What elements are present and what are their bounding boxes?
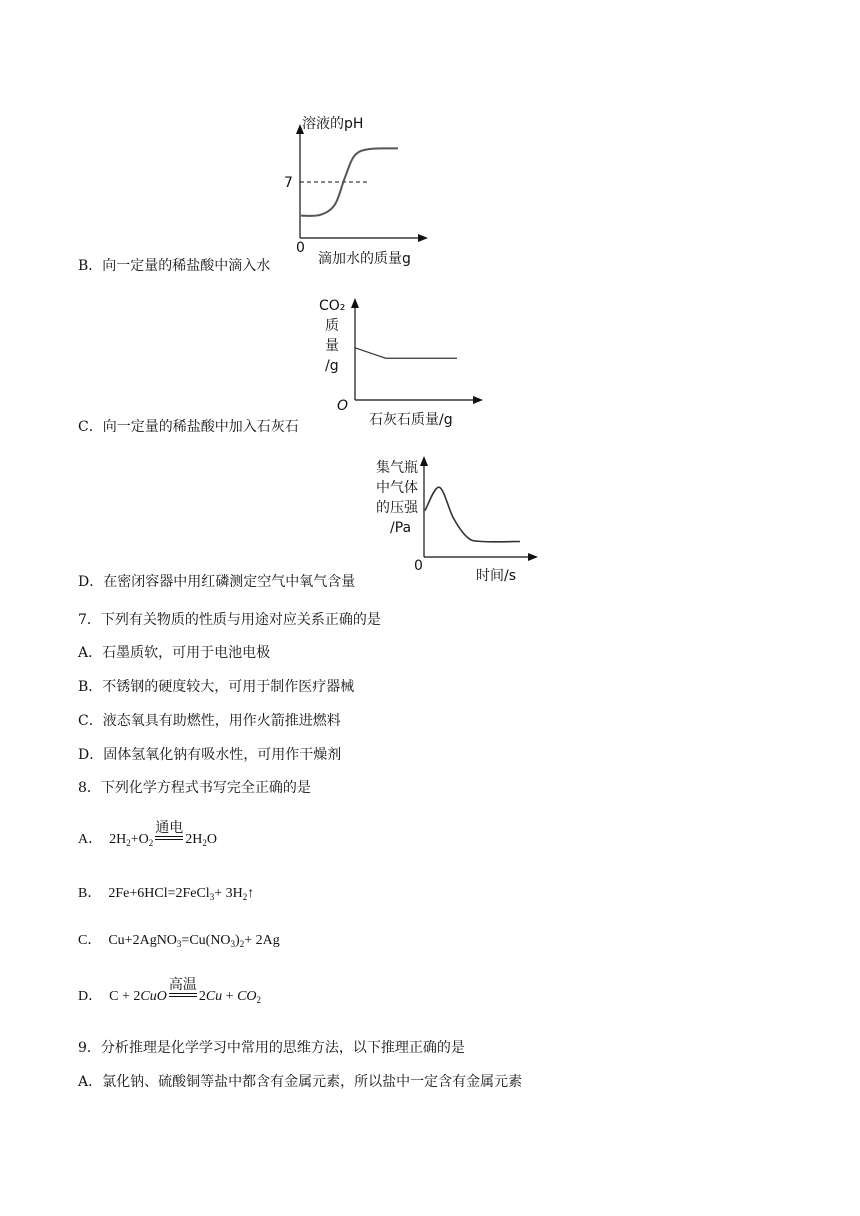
x-axis-arrow [473,396,483,404]
q6b-option: B．向一定量的稀盐酸中滴入水 [78,258,271,274]
y-label-line-3: 量 [325,338,339,354]
y-label-line-3: 的压强 [376,500,418,516]
x-axis-arrow [528,553,538,561]
gas-arrow: ↑ [247,886,255,901]
y-label-line-4: /Pa [390,520,412,536]
q8-option-a: A． $2H_2+O_2$ 通电 $2H_2O$ [78,820,218,848]
x-axis-label: 时间/s [476,568,517,584]
origin-label: 0 [296,240,305,256]
origin-label: O [337,398,349,414]
y-label-line-2: 中气体 [376,480,418,496]
q7-stem: 7．下列有关物质的性质与用途对应关系正确的是 [78,612,381,628]
chart-pressure-time [360,452,540,587]
x-axis-arrow [418,234,428,242]
q7-option-b: B．不锈钢的硬度较大，可用于制作医疗器械 [78,679,355,695]
y-axis-arrow [420,456,428,466]
q7-option-c: C．液态氧具有助燃性，用作火箭推进燃料 [78,713,341,729]
series-line [425,487,520,542]
q8-option-c: C． $Cu+2AgNO_3=Cu(NO_3)_2+ 2Ag$ [78,933,280,949]
chart-ph-water [270,110,440,270]
y-label-line-4: /g [325,358,339,374]
series-line [355,348,457,358]
origin-label: 0 [414,558,423,574]
y-axis-arrow [351,298,359,308]
x-axis-label: 滴加水的质量g [318,251,411,267]
y-label-line-2: 质 [325,318,339,334]
y-label-line-1: CO₂ [319,298,346,314]
q8-option-d: D． C + 2CuO 高温 $2Cu + CO_2$ [78,977,262,1005]
x-axis-label: 石灰石质量/g [369,412,453,428]
y-axis-label: 溶液的pH [302,116,364,132]
y-label-line-1: 集气瓶 [376,460,418,476]
q9-stem: 9．分析推理是化学学习中常用的思维方法，以下推理正确的是 [78,1040,465,1056]
ref-tick-label: 7 [284,175,293,191]
q7-option-d: D．固体氢氧化钠有吸水性，可用作干燥剂 [78,747,342,763]
q8-stem: 8．下列化学方程式书写完全正确的是 [78,780,311,796]
q9-option-a: A．氯化钠、硫酸铜等盐中都含有金属元素，所以盐中一定含有金属元素 [78,1074,523,1090]
q6d-option: D．在密闭容器中用红磷测定空气中氧气含量 [78,574,356,590]
q7-option-a: A．石墨质软，可用于电池电极 [78,645,271,661]
chart-co2-limestone [315,292,485,432]
q6c-option: C．向一定量的稀盐酸中加入石灰石 [78,419,299,435]
q8-option-b: B． 2Fe+6HCl=2FeCl$_3$+ $3H_2↑$ [78,886,255,902]
